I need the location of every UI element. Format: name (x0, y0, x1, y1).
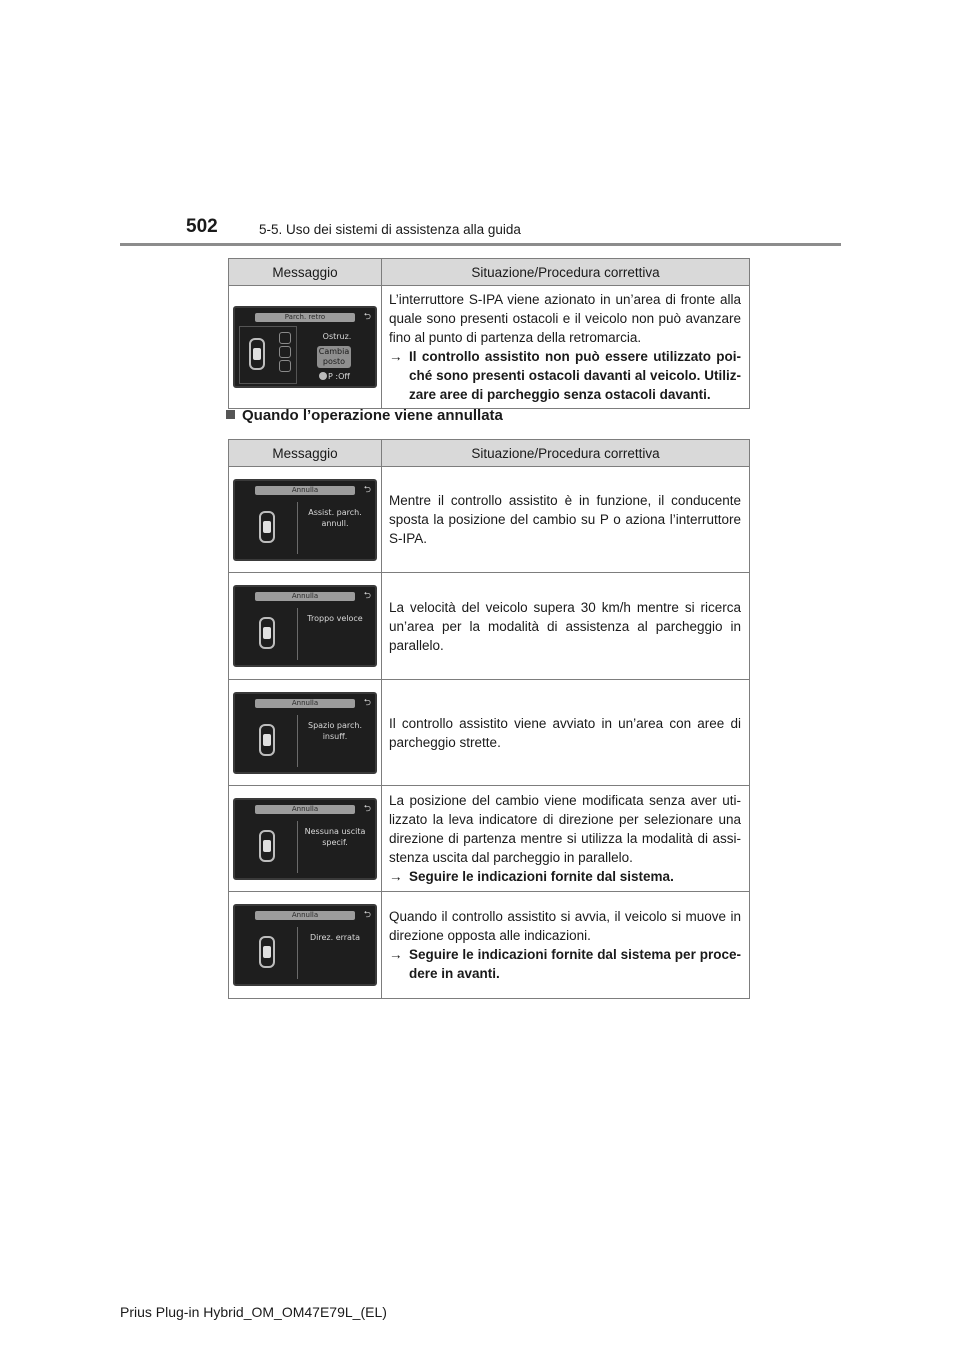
column-header-message: Messaggio (229, 259, 382, 286)
action-text: Seguire le indicazioni fornite dal sistema per proce-dere in avanti. (409, 947, 741, 981)
screen-message: Spazio parch. insuff. (307, 720, 363, 741)
situation-text: L’interruttore S-IPA viene azionato in un’area di fronte alla quale sono presenti ostacoli e il veicolo non può avanzare fino al punto di partenza della retromarcia. (389, 292, 741, 345)
message-screen-cell (229, 286, 382, 409)
action-text: Seguire le indicazioni fornite dal sistema. (409, 869, 674, 884)
action-line (389, 347, 741, 404)
message-table-2 (228, 439, 750, 999)
footer-manual-id: Prius Plug-in Hybrid_OM_OM47E79L_(EL) (120, 1304, 387, 1320)
divider (297, 927, 298, 979)
back-icon: ⮌ (363, 802, 371, 813)
column-header-situation: Situazione/Procedura correttiva (382, 259, 750, 286)
situation-cell (382, 573, 750, 680)
back-icon: ⮌ (363, 696, 371, 707)
table-row (229, 892, 750, 999)
message-screen-cell (229, 573, 382, 680)
action-text: Il controllo assistito non può essere utilizzato poi-ché sono presenti ostacoli davanti al veicolo. Utiliz-zare aree di parcheggio senza ostacoli davanti. (409, 349, 741, 402)
arrow-icon: → (389, 947, 403, 962)
situation-cell (382, 467, 750, 573)
table-row (229, 286, 750, 409)
message-table-1 (228, 258, 750, 409)
table-row (229, 680, 750, 786)
car-icon (259, 724, 275, 756)
divider (297, 715, 298, 767)
message-screen (233, 306, 377, 388)
arrow-icon: → (389, 869, 403, 884)
car-icon (249, 338, 265, 370)
screen-label: Ostruz. (322, 332, 352, 341)
action-line (389, 945, 741, 983)
back-icon: ⮌ (363, 590, 371, 600)
back-icon: ⮌ (363, 483, 371, 494)
screen-title: Annulla (255, 486, 355, 495)
car-icon (259, 936, 275, 968)
table-header-row (229, 440, 750, 467)
screen-title: Parch. retro (255, 313, 355, 322)
back-icon: ⮌ (363, 311, 371, 321)
off-label: P :Off (319, 372, 350, 381)
message-screen-cell (229, 786, 382, 892)
message-screen (233, 585, 377, 667)
screen-title: Annulla (255, 592, 355, 601)
situation-cell (382, 892, 750, 999)
slot-icon (279, 332, 291, 344)
car-icon (259, 830, 275, 862)
parking-switch-icon (319, 372, 327, 380)
table-row (229, 786, 750, 892)
message-screen (233, 479, 377, 561)
arrow-icon: → (389, 349, 403, 364)
table-row (229, 573, 750, 680)
situation-text: Quando il controllo assistito si avvia, il veicolo si muove in direzione opposta alle indicazioni. (389, 909, 741, 943)
message-screen (233, 692, 377, 774)
situation-cell (382, 286, 750, 409)
message-screen (233, 798, 377, 880)
divider (297, 821, 298, 873)
section-title: 5-5. Uso dei sistemi di assistenza alla guida (259, 222, 521, 237)
message-screen (233, 904, 377, 986)
page-number: 502 (186, 216, 218, 237)
situation-cell (382, 786, 750, 892)
table-header-row (229, 259, 750, 286)
situation-cell (382, 680, 750, 786)
screen-title: Annulla (255, 805, 355, 814)
slot-icon (279, 346, 291, 358)
situation-text: La posizione del cambio viene modificata senza aver uti-lizzato la leva indicatore di direzione per selezionare una direzione di partenza mentre si utilizza la modalità di assi-stenza uscita dal parcheggio in parallelo. (389, 793, 741, 865)
message-screen-cell (229, 892, 382, 999)
column-header-message: Messaggio (229, 440, 382, 467)
column-header-situation: Situazione/Procedura correttiva (382, 440, 750, 467)
divider (297, 502, 298, 554)
header-rule (120, 243, 841, 246)
message-screen-cell (229, 680, 382, 786)
slot-icon (279, 360, 291, 372)
screen-title: Annulla (255, 911, 355, 920)
action-line (389, 867, 741, 886)
screen-message: Assist. parch. annull. (308, 507, 362, 528)
situation-text: Il controllo assistito viene avviato in un’area con aree di parcheggio strette. (389, 715, 741, 750)
back-icon: ⮌ (363, 909, 371, 919)
divider (297, 608, 298, 660)
screen-message: Troppo veloce (307, 614, 363, 623)
situation-text: Mentre il controllo assistito è in funzione, il conducente sposta la posizione del cambio su P o aziona l’interruttore S-IPA. (389, 493, 741, 546)
change-position-button: Cambia posto (318, 347, 350, 366)
car-icon (259, 511, 275, 543)
parking-slots (279, 332, 291, 374)
car-icon (259, 617, 275, 649)
screen-message: Direz. errata (309, 933, 360, 942)
bullet-heading: Quando l’operazione viene annullata (226, 407, 503, 424)
message-screen-cell (229, 467, 382, 573)
table-row (229, 467, 750, 573)
screen-message: Nessuna uscita specif. (304, 826, 366, 847)
square-bullet-icon (226, 410, 235, 419)
screen-title: Annulla (255, 699, 355, 708)
situation-text: La velocità del veicolo supera 30 km/h mentre si ricerca un’area per la modalità di assistenza al parcheggio in parallelo. (389, 599, 741, 653)
